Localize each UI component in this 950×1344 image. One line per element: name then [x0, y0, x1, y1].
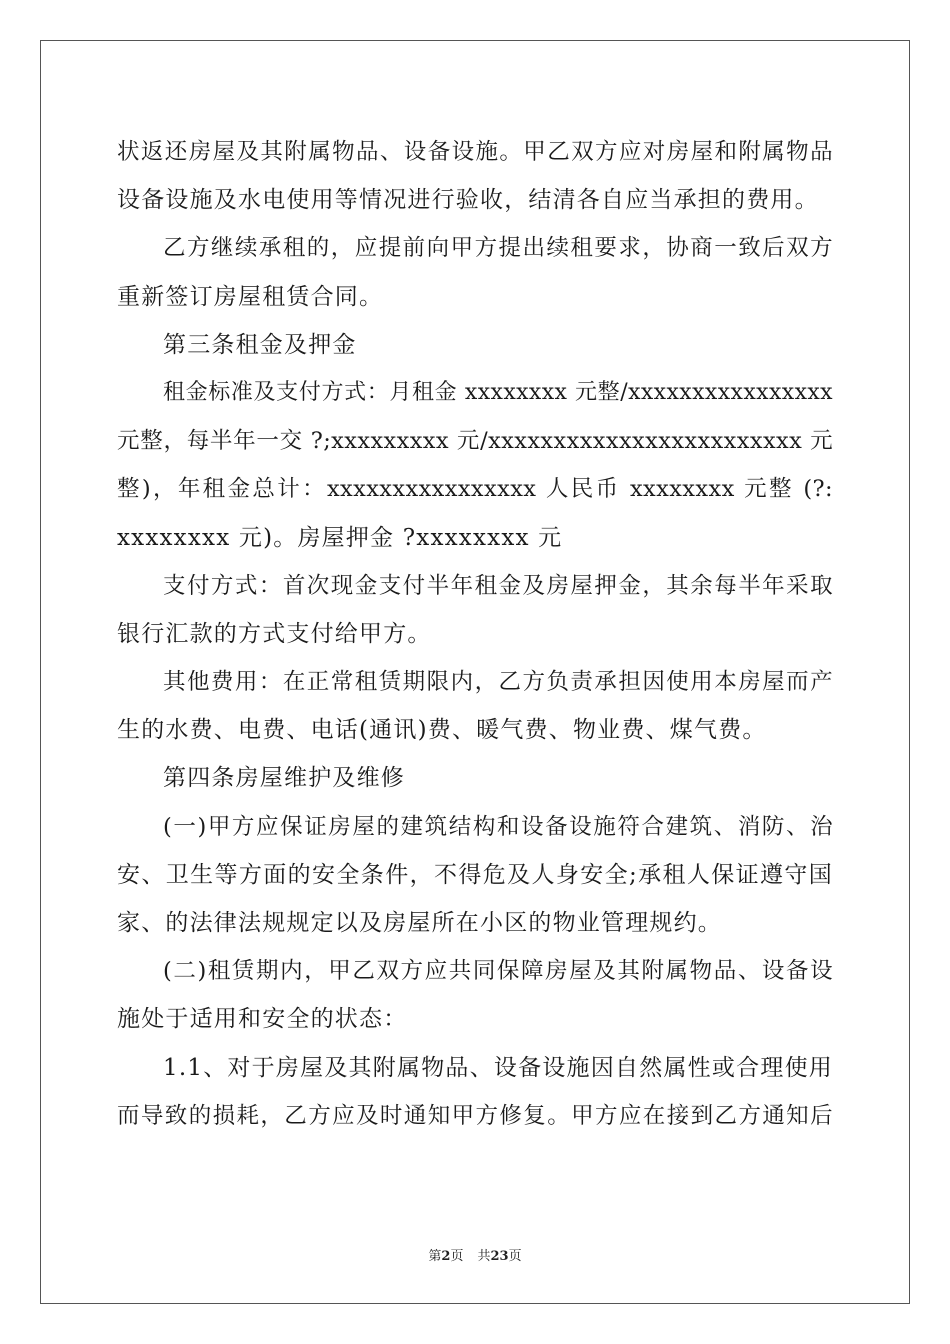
- text-line-21: 而导致的损耗，乙方应及时通知甲方修复。甲方应在接到乙方通知后: [117, 1102, 833, 1129]
- text-line-10: 支付方式：首次现金支付半年租金及房屋押金，其余每半年采取: [163, 572, 833, 599]
- text-line-1: 状返还房屋及其附属物品、设备设施。甲乙双方应对房屋和附属物品: [117, 139, 833, 165]
- page-footer: [0, 1245, 950, 1264]
- footer-total-prefix: 共: [477, 1249, 491, 1264]
- footer-page-unit: 页: [450, 1249, 464, 1264]
- text-line-11: 银行汇款的方式支付给甲方。: [117, 620, 432, 647]
- text-line-19: 施处于适用和安全的状态：: [117, 1006, 408, 1033]
- text-line-16: 安、卫生等方面的安全条件，不得危及人身安全;承租人保证遵守国: [117, 861, 833, 888]
- text-line-15: (一)甲方应保证房屋的建筑结构和设备设施符合建筑、消防、治: [163, 813, 833, 840]
- section-heading-article-3: 第三条租金及押金: [163, 331, 357, 358]
- text-line-8: 整)，年租金总计：xxxxxxxxxxxxxxxx 人民币 xxxxxxxx 元整 (?:: [117, 476, 833, 503]
- text-line-12: 其他费用：在正常租赁期限内，乙方负责承担因使用本房屋而产: [163, 669, 833, 696]
- text-line-18: (二)租赁期内，甲乙双方应共同保障房屋及其附属物品、设备设: [163, 958, 833, 985]
- text-line-9: xxxxxxxx 元)。房屋押金 ?xxxxxxxx 元: [117, 524, 563, 551]
- section-heading-article-4: 第四条房屋维护及维修: [163, 765, 405, 792]
- text-line-6: 租金标准及支付方式：月租金 xxxxxxxx 元整/xxxxxxxxxxxxxxxx: [163, 379, 833, 405]
- footer-page-current: 2: [441, 1249, 451, 1264]
- text-line-3: 乙方继续承租的，应提前向甲方提出续租要求，协商一致后双方: [163, 235, 833, 262]
- text-line-4: 重新签订房屋租赁合同。: [117, 283, 384, 310]
- text-line-17: 家、的法律法规规定以及房屋所在小区的物业管理规约。: [117, 910, 722, 936]
- document-body: [117, 128, 833, 1140]
- text-line-7: 元整，每半年一交 ?;xxxxxxxxx 元/xxxxxxxxxxxxxxxxxxxxxxxx 元: [117, 428, 833, 455]
- footer-page-total: 23: [490, 1249, 509, 1264]
- text-line-13: 生的水费、电费、电话(通讯)费、暖气费、物业费、煤气费。: [117, 717, 767, 744]
- footer-page-prefix: 第: [428, 1249, 442, 1264]
- footer-total-unit: 页: [508, 1249, 522, 1264]
- text-line-20: 1.1、对于房屋及其附属物品、设备设施因自然属性或合理使用: [163, 1054, 833, 1081]
- text-line-2: 设备设施及水电使用等情况进行验收，结清各自应当承担的费用。: [117, 187, 819, 214]
